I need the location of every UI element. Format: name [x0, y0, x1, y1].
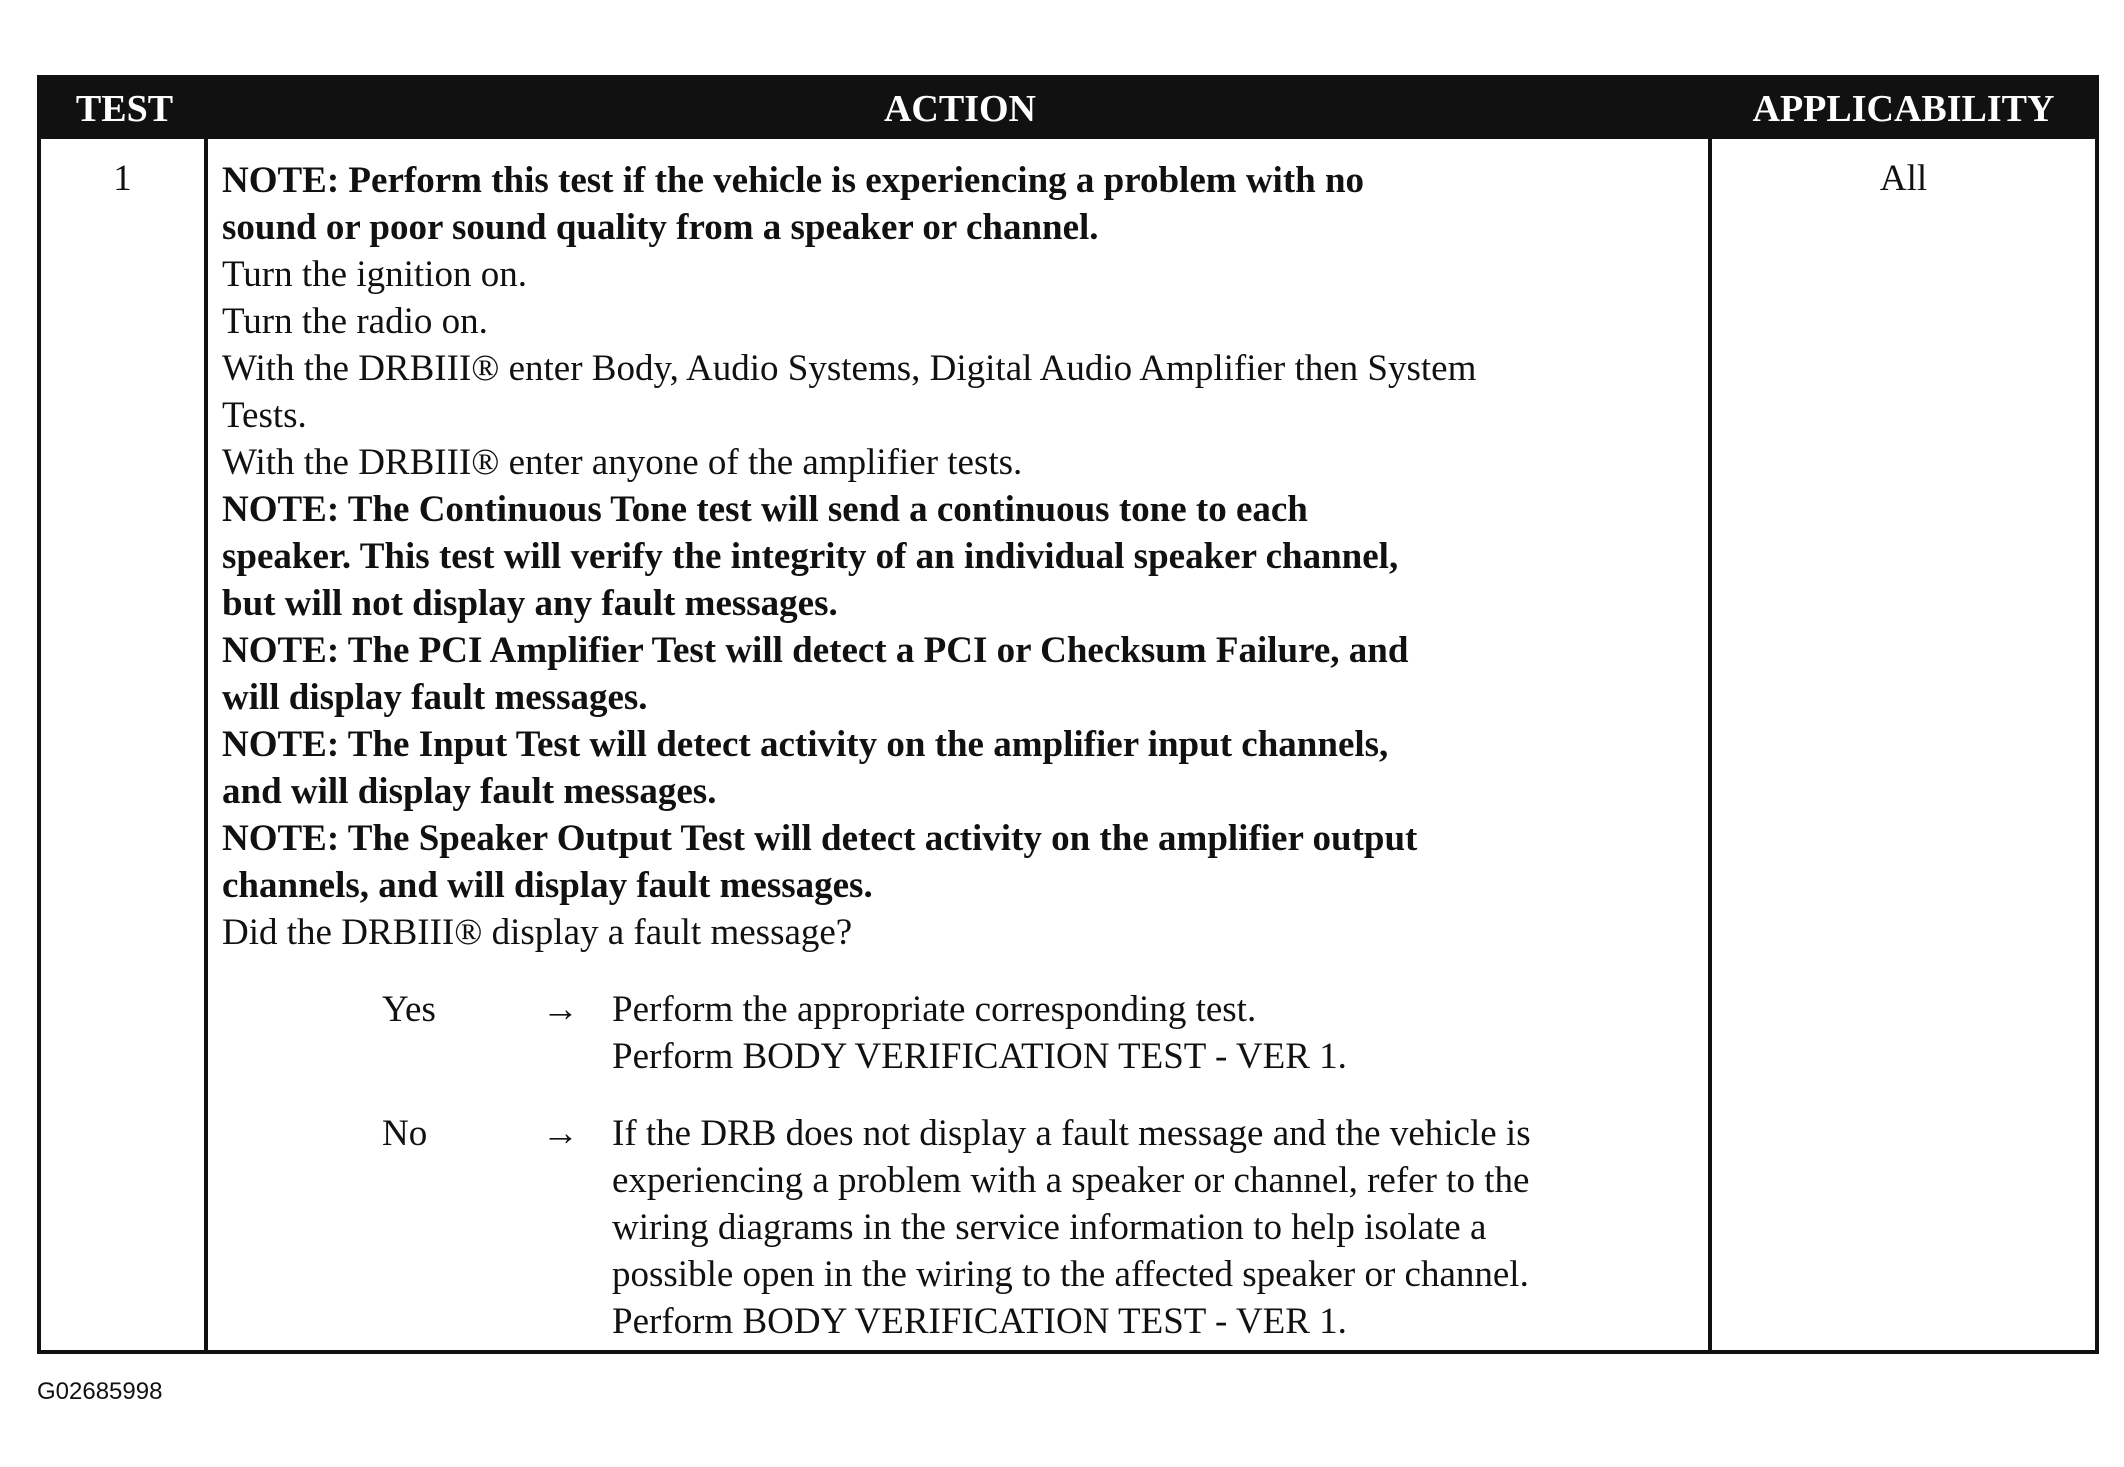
- note-line: sound or poor sound quality from a speaker or channel.: [222, 207, 1099, 248]
- note-line: NOTE: The Speaker Output Test will detect activity on the amplifier output: [222, 818, 1418, 859]
- instruction-line: With the DRBIII® enter anyone of the amplifier tests.: [222, 442, 1023, 483]
- figure-code: G02685998: [37, 1378, 163, 1405]
- answer-no: [222, 1110, 1698, 1345]
- note-line: NOTE: The Continuous Tone test will send a continuous tone to each: [222, 489, 1308, 530]
- note-line: NOTE: Perform this test if the vehicle is experiencing a problem with no: [222, 160, 1365, 201]
- applicability-cell: All: [1879, 158, 1928, 199]
- instruction-line: With the DRBIII® enter Body, Audio Systems, Digital Audio Amplifier then System: [222, 348, 1477, 389]
- answer-line: experiencing a problem with a speaker or channel, refer to the: [612, 1160, 1530, 1201]
- answer-text: [612, 986, 1698, 1080]
- test-number-cell: 1: [41, 139, 208, 1350]
- answer-line: If the DRB does not display a fault message and the vehicle is: [612, 1113, 1531, 1154]
- header-action: ACTION: [883, 88, 1037, 130]
- instruction-line: Turn the radio on.: [222, 301, 488, 342]
- arrow-right-icon: →: [542, 1113, 579, 1154]
- note-line: NOTE: The PCI Amplifier Test will detect a PCI or Checksum Failure, and: [222, 630, 1409, 671]
- answer-line: Perform BODY VERIFICATION TEST - VER 1.: [612, 1301, 1347, 1342]
- header-applicability: APPLICABILITY: [1752, 88, 2055, 130]
- diagnostic-test-table: [37, 75, 2099, 1354]
- note-line: channels, and will display fault messages.: [222, 865, 873, 906]
- instruction-line: Did the DRBIII® display a fault message?: [222, 912, 853, 953]
- action-instructions: [222, 157, 1698, 956]
- note-line: NOTE: The Input Test will detect activity on the amplifier input channels,: [222, 724, 1389, 765]
- action-cell: [208, 139, 1712, 1350]
- arrow-right-icon: →: [542, 989, 579, 1030]
- instruction-line: Turn the ignition on.: [222, 254, 527, 295]
- note-line: but will not display any fault messages.: [222, 583, 838, 624]
- note-line: will display fault messages.: [222, 677, 648, 718]
- instruction-line: Tests.: [222, 395, 307, 436]
- answer-text: [612, 1110, 1698, 1345]
- header-test: TEST: [75, 88, 174, 130]
- answer-yes: [222, 986, 1698, 1080]
- table-row: [41, 139, 2095, 1350]
- note-line: and will display fault messages.: [222, 771, 717, 812]
- answer-line: possible open in the wiring to the affected speaker or channel.: [612, 1254, 1529, 1295]
- answer-label: Yes: [382, 989, 436, 1030]
- table-header-row: [41, 79, 2095, 139]
- answer-line: Perform BODY VERIFICATION TEST - VER 1.: [612, 1036, 1347, 1077]
- answer-line: wiring diagrams in the service information to help isolate a: [612, 1207, 1487, 1248]
- answer-line: Perform the appropriate corresponding test.: [612, 989, 1257, 1030]
- note-line: speaker. This test will verify the integrity of an individual speaker channel,: [222, 536, 1399, 577]
- answer-label: No: [382, 1113, 428, 1154]
- answer-branches: [222, 986, 1698, 1345]
